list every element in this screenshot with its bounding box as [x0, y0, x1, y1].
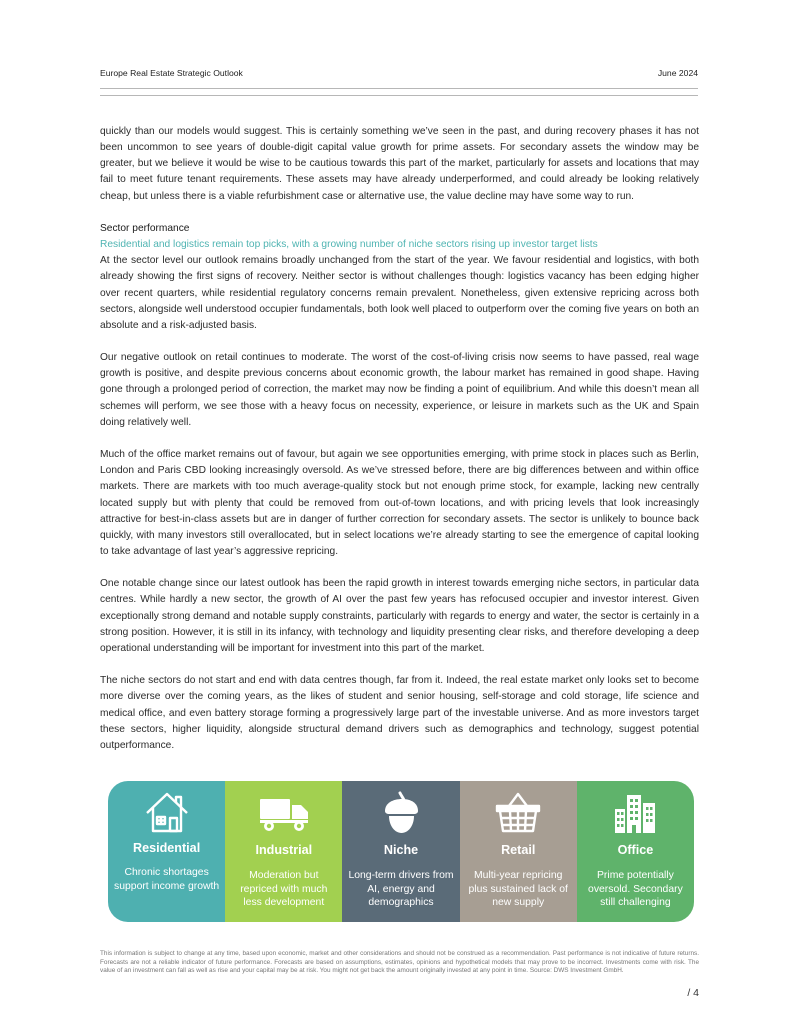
sector-desc-industrial: Moderation but repriced with much less development	[240, 870, 328, 909]
house-icon	[108, 789, 225, 837]
report-body	[100, 124, 699, 754]
disclaimer-text: This information is subject to change at any time, based upon economic, market and other considerations and should not be construed as a recommendation. Past performance is not indicative of future returns. Forecasts are not a reliable indicator of future performance. Forecasts are based on assumptions, estimates, opinions and hypothetical models that may prove to be incorrect. Investments come with risk. The value of an investment can fall as well as rise and your capital may be at risk. You might not get back the amount originally invested at any point in time. Source: DWS Investment GmbH.	[100, 950, 699, 975]
sector-label-niche: Niche	[383, 843, 419, 857]
sector-tile-office	[577, 781, 694, 922]
sector-desc-niche: Long-term drivers from AI, energy and demographics	[348, 870, 454, 909]
sector-desc-retail: Multi-year repricing plus sustained lack of new supply	[468, 870, 568, 909]
report-title: Europe Real Estate Strategic Outlook	[100, 68, 243, 78]
sector-overview-infographic	[108, 781, 694, 922]
page-number: / 4	[687, 987, 699, 999]
sector-tile-niche	[342, 781, 459, 922]
sector-tile-residential	[108, 781, 225, 922]
shopping-basket-icon	[460, 789, 577, 837]
section-title: Sector performance	[100, 222, 190, 234]
paragraph-5: One notable change since our latest outlook has been the rapid growth in interest towards emerging niche sectors, in particular data centres. While hardly a new sector, the growth of AI over the past few years has refocused occupier and investor interest. Given exceptionally strong demand and notable supply constraints, particularly with regards to energy and water, the sector is certainly in a strong position. However, it is still in its infancy, with technology and liquidity presenting clear risks, and therefore developing a deep operational understanding will be important for investment into this part of the market.	[100, 578, 699, 654]
paragraph-2: At the sector level our outlook remains broadly unchanged from the start of the year. We favour residential and logistics, with both already showing the first signs of recovery. Neither sector is without challenges though: logistics vacancy has been edging higher over recent quarters, while residential regulatory concerns remain prevalent. Nonetheless, given extensive repricing across both sectors, alongside well understood occupier fundamentals, both look well placed to outperform over the coming five years on both an absolute and a risk-adjusted basis.	[100, 255, 699, 331]
header-rule-bottom	[100, 95, 698, 96]
sector-label-residential: Residential	[133, 841, 201, 855]
sector-label-office: Office	[617, 843, 654, 857]
paragraph-1: quickly than our models would suggest. This is certainly something we’ve seen in the past, and during recovery phases it has not been uncommon to see years of double-digit capital value growth for prime assets. For secondary assets the window may be greater, but we believe it would be wise to be cautious towards this part of the market, particularly for assets and locations that may fail to meet future tenant requirements. These assets may have already underperformed, and could already be looking relatively cheap, but unless there is a viable refurbishment case or alternative use, the value decline may have some way to run.	[100, 126, 699, 202]
acorn-icon	[342, 789, 459, 837]
sector-tile-retail	[460, 781, 577, 922]
paragraph-3: Our negative outlook on retail continues to moderate. The worst of the cost-of-living crisis now seems to have passed, real wage growth is positive, and despite previous concerns about economic growth, the labour market has remained in good shape. Having gone through a prolonged period of correction, the market may now be finding a point of equilibrium. And while this doesn’t mean all schemes will perform, we see those with a heavy focus on necessity, experience, or leisure in markets such as the UK and Spain doing relatively well.	[100, 352, 699, 428]
sector-tile-industrial	[225, 781, 342, 922]
page-header	[100, 68, 698, 80]
sector-label-retail: Retail	[501, 843, 536, 857]
paragraph-6: The niche sectors do not start and end with data centres though, far from it. Indeed, the real estate market only looks set to become more diverse over the coming years, as the likes of student and senior housing, self-storage and cold storage, life science and medical office, and even battery storage forming a progressively large part of the investable universe. And as more investors target these sectors, higher liquidity, alongside structural demand drivers such as demographics and technology, suggest potential outperformance.	[100, 675, 699, 751]
sector-label-industrial: Industrial	[255, 843, 313, 857]
section-subtitle: Residential and logistics remain top picks, with a growing number of niche sectors rising up investor target lists	[100, 239, 598, 251]
truck-icon	[225, 789, 342, 837]
report-date: June 2024	[657, 68, 698, 78]
paragraph-4: Much of the office market remains out of favour, but again we see opportunities emerging, with prime stock in places such as Berlin, London and Paris CBD looking increasingly oversold. As we’ve stressed before, there are big differences between and within office markets. There are markets with too much average-quality stock but not enough prime stock, for example, lacking new centrally located supply but with plenty that could be removed from out-of-town locations, and with pricing levels that look increasingly attractive for best-in-class assets but are in danger of further correction for secondary assets. The sector is unlikely to bounce back quickly, with many investors still overallocated, but in select locations we’re already starting to see the emergence of capital looking to take advantage of last year’s aggressive repricing.	[100, 449, 699, 558]
sector-desc-residential: Chronic shortages support income growth	[114, 867, 220, 892]
office-buildings-icon	[577, 789, 694, 837]
sector-desc-office: Prime potentially oversold. Secondary still challenging	[588, 870, 683, 909]
header-rule-top	[100, 88, 698, 89]
